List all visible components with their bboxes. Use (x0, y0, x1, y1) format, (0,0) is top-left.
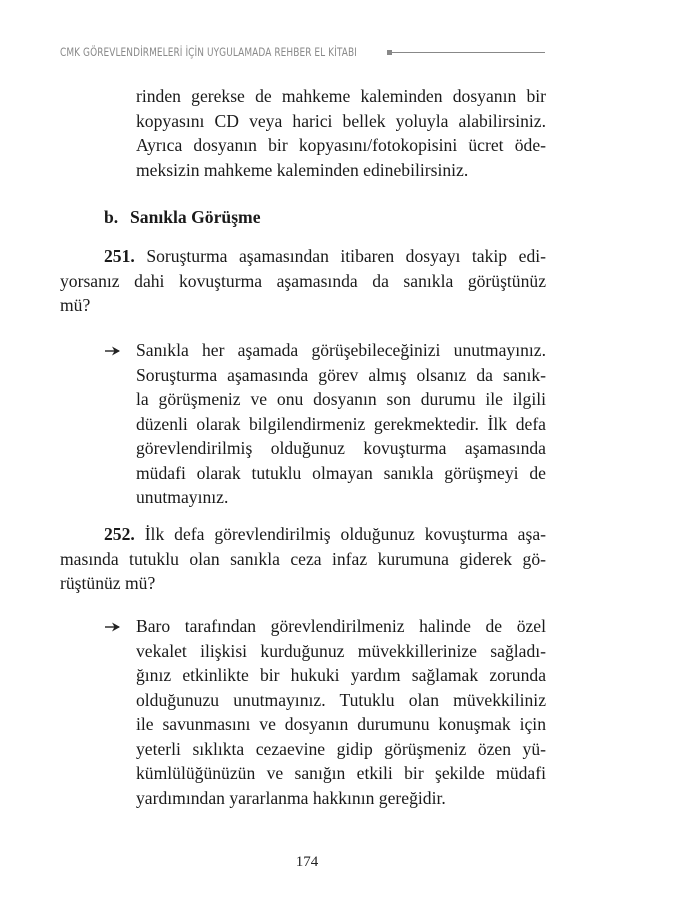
question-251 (60, 244, 546, 318)
header-rule-line (392, 52, 545, 53)
text-line: rüştünüz mü? (60, 573, 156, 593)
text-line: yardımından yararlanma hakkının gereğidir. (136, 787, 446, 808)
text-line: vekalet ilişkisi kurduğunuz müvekkillerinize sağladı- (136, 640, 546, 661)
text-line: la görüşmeniz ve onu dosyanın son durumu ile ilgili (136, 389, 546, 409)
text-line: kümlülüğünüzün ve sanığın etkili bir şekilde müdafi (136, 763, 546, 783)
text-line: Sanıkla her aşamada görüşebileceğinizi unutmayınız. (136, 340, 546, 360)
arrow-right-icon (104, 345, 122, 357)
page-number: 174 (295, 854, 319, 870)
section-title: Sanıkla Görüşme (130, 207, 261, 227)
question-number: 252. (104, 524, 135, 544)
text-line: yeterli sıklıkta cezaevine gidip görüşmeniz özen yü- (136, 738, 546, 759)
section-heading (104, 205, 261, 230)
question-text: İlk defa görevlendirilmiş olduğunuz kovuşturma aşa- (144, 524, 546, 544)
question-252 (60, 522, 546, 596)
section-letter: b. (104, 207, 119, 227)
question-first-line (60, 244, 546, 269)
arrow-right-icon (104, 621, 122, 633)
question-text: Soruşturma aşamasından itibaren dosyayı takip edi- (146, 246, 546, 266)
text-line: Baro tarafından görevlendirilmeniz halinde de özel (136, 616, 546, 636)
text-line: ğınız etkinlikte bir hukuki yardım sağlamak zorunda (136, 665, 546, 685)
text-line: düzenli olarak bilgilendirmeniz gerekmektedir. İlk defa (136, 413, 546, 434)
text-line: Ayrıca dosyanın bir kopyasını/fotokopisini ücret öde- (136, 135, 546, 155)
text-line: Soruşturma aşamasında görev almış olsanız da sanık- (136, 364, 546, 385)
text-line: rinden gerekse de mahkeme kaleminden dosyanın bir (136, 86, 546, 106)
text-line: yorsanız dahi kovuşturma aşamasında da sanıkla görüştünüz (60, 270, 546, 291)
text-line: masında tutuklu olan sanıkla ceza infaz kurumuna giderek gö- (60, 548, 546, 569)
continuation-paragraph (136, 84, 546, 182)
text-line: unutmayınız. (136, 487, 229, 507)
text-line: ile savunmasını ve dosyanın durumunu konuşmak için (136, 714, 546, 734)
text-line: kopyasını CD veya harici bellek yoluyla alabilirsiniz. (136, 110, 546, 131)
text-line: meksizin mahkeme kaleminden edinebilirsiniz. (136, 159, 469, 180)
text-line: müdafi olarak tutuklu olmayan sanıkla görüşmeyi de (136, 462, 546, 483)
answer-bullet-252 (136, 614, 546, 810)
text-line: olduğunuzu unutmayınız. Tutuklu olan müvekkiliniz (136, 689, 546, 710)
answer-bullet-251 (136, 338, 546, 510)
running-header-title: CMK GÖREVLENDİRMELERİ İÇİN UYGULAMADA REHBER EL KİTABI (60, 45, 357, 59)
question-first-line (60, 522, 546, 547)
question-number: 251. (104, 246, 135, 266)
text-line: mü? (60, 295, 91, 315)
running-header (60, 42, 546, 62)
text-line: görevlendirilmiş olduğunuz kovuşturma aşamasında (136, 438, 546, 458)
